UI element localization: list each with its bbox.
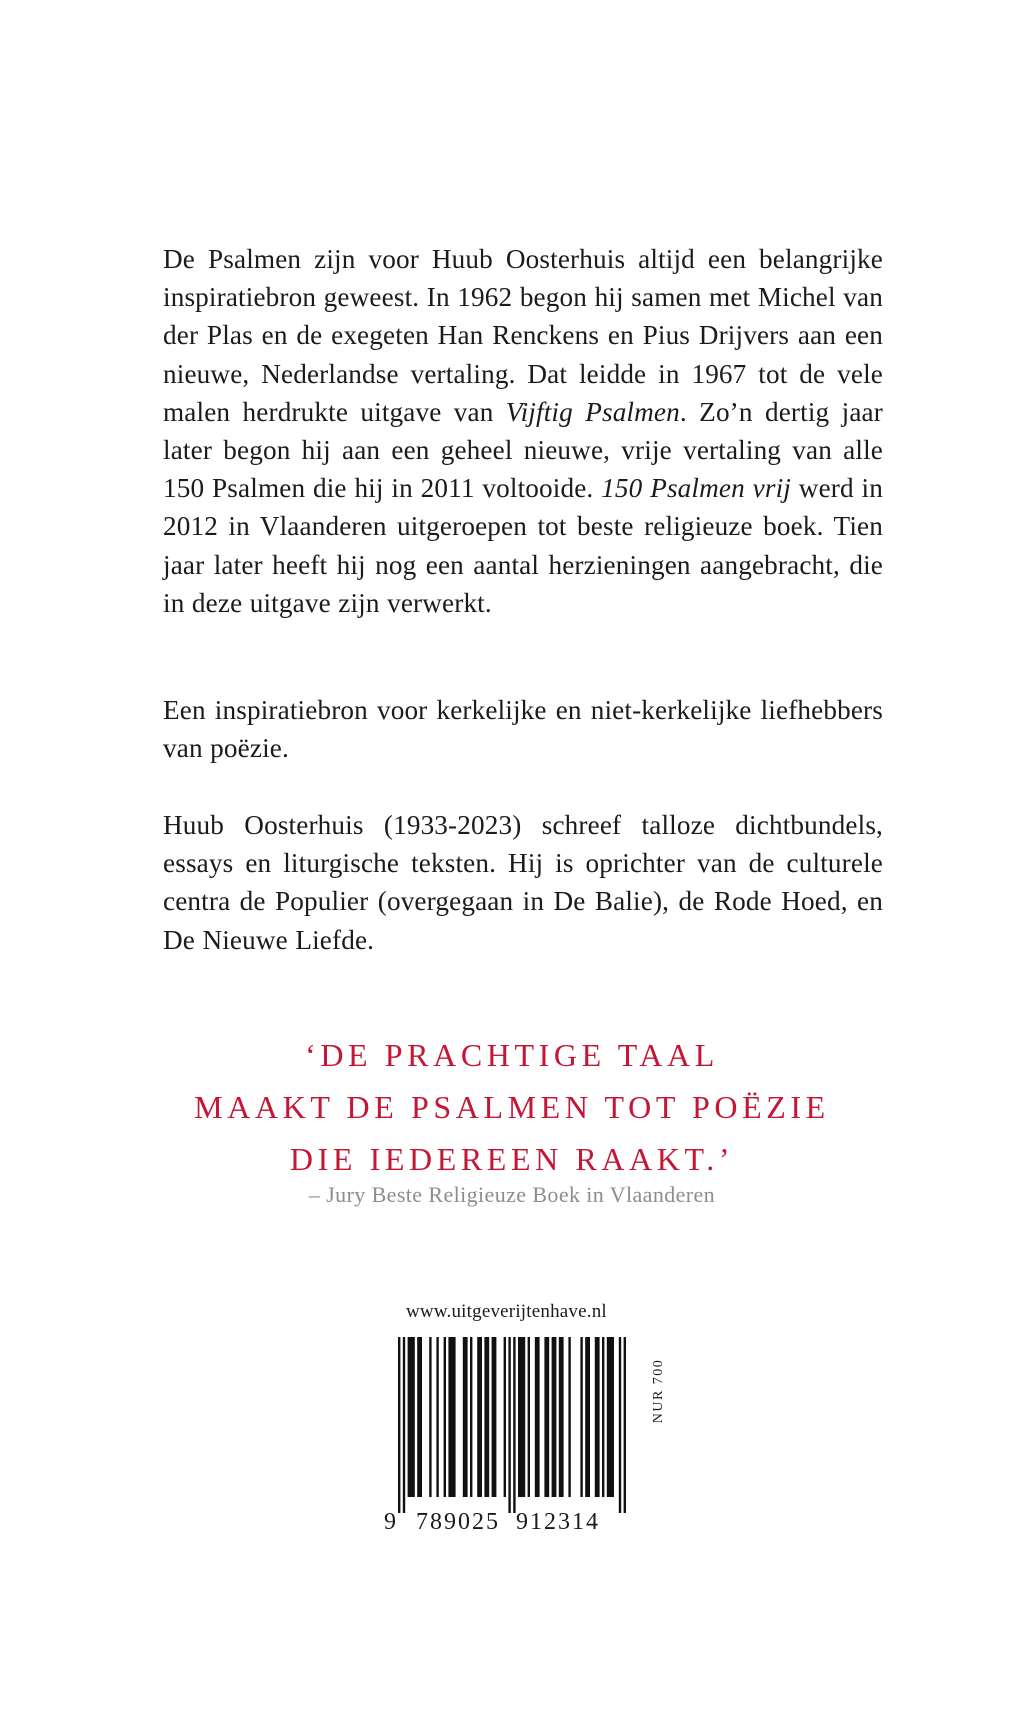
barcode-guard-bar	[508, 1337, 510, 1513]
barcode-bar	[444, 1337, 446, 1497]
barcode-bar	[448, 1337, 455, 1497]
barcode-bar	[580, 1337, 582, 1497]
book-title-vijftig-psalmen: Vijftig Psalmen	[505, 396, 680, 427]
review-quote	[0, 1029, 1024, 1185]
barcode-bar	[436, 1337, 438, 1497]
barcode-bar	[535, 1337, 540, 1497]
barcode-first-digit: 9	[384, 1509, 396, 1535]
barcode-bar	[552, 1337, 557, 1497]
book-title-150-psalmen-vrij: 150 Psalmen vrij	[601, 473, 792, 504]
barcode-guard-bar	[403, 1337, 405, 1513]
description-paragraph	[163, 240, 883, 622]
barcode-bar	[544, 1337, 549, 1497]
publisher-website: www.uitgeverijtenhave.nl	[406, 1301, 607, 1322]
barcode-bar	[477, 1337, 482, 1497]
barcode-guard-bar	[619, 1337, 621, 1513]
isbn-barcode	[380, 1333, 642, 1535]
barcode-bar	[463, 1337, 468, 1497]
quote-line: ‘DE PRACHTIGE TAAL	[305, 1037, 719, 1073]
audience-paragraph: Een inspiratiebron voor kerkelijke en niet-kerkelijke liefhebbers van poëzie.	[163, 695, 883, 764]
paragraph-text: De Psalmen zijn voor Huub Oosterhuis altijd een belangrijke inspiratiebron geweest. In 1962 begon hij samen met Michel van der Plas en de exegeten Han Renckens en Pius Drijvers aan een nieuwe, Nederlandse vertaling. Dat leidde in 1967 tot de vele malen herdrukte uitgave van	[163, 244, 883, 427]
barcode-right-digits: 912314	[516, 1509, 600, 1535]
barcode-left-digits: 789025	[416, 1509, 500, 1535]
barcode-bar	[429, 1337, 431, 1497]
barcode-bars	[398, 1337, 626, 1513]
quote-attribution: – Jury Beste Religieuze Boek in Vlaanderen	[308, 1182, 716, 1207]
nur-code-text: NUR 700	[651, 1358, 666, 1424]
barcode-bar	[492, 1337, 497, 1497]
barcode-bar	[470, 1337, 472, 1497]
barcode-bar	[518, 1337, 525, 1497]
barcode-guard-bar	[398, 1337, 400, 1513]
barcode-bar	[504, 1337, 506, 1497]
barcode-guard-bar	[624, 1337, 626, 1513]
nur-code	[648, 1336, 670, 1446]
quote-line: MAAKT DE PSALMEN TOT POËZIE	[194, 1089, 830, 1125]
paragraph-text: werd in 2012 in Vlaanderen uitgeroepen tot beste religieuze boek. Tien jaar later heeft hij nog een aantal herzieningen aangebracht, die in deze uitgave zijn verwerkt.	[163, 473, 883, 618]
barcode-bar	[607, 1337, 614, 1497]
barcode-bar	[602, 1337, 604, 1497]
barcode-bar	[417, 1337, 422, 1497]
barcode-bar	[585, 1337, 590, 1497]
paragraph-text: . Zo’n dertig jaar later begon hij aan een geheel nieuwe, vrije vertaling van alle 150 Psalmen die hij in 2011 voltooide.	[163, 396, 883, 504]
author-bio-paragraph: Huub Oosterhuis (1933-2023) schreef talloze dichtbundels, essays en liturgische teksten. Hij is oprichter van de culturele centra de Populier (overgegaan in De Balie), de Rode Hoed, en De Nieuwe Liefde.	[163, 810, 883, 955]
barcode-bar	[559, 1337, 564, 1497]
quote-line: DIE IEDEREEN RAAKT.’	[289, 1141, 735, 1177]
barcode-guard-bar	[513, 1337, 515, 1513]
barcode-bar	[408, 1337, 415, 1497]
barcode-bar	[484, 1337, 489, 1497]
barcode-bar	[595, 1337, 600, 1497]
barcode-bar	[568, 1337, 570, 1497]
barcode-bar	[528, 1337, 530, 1497]
